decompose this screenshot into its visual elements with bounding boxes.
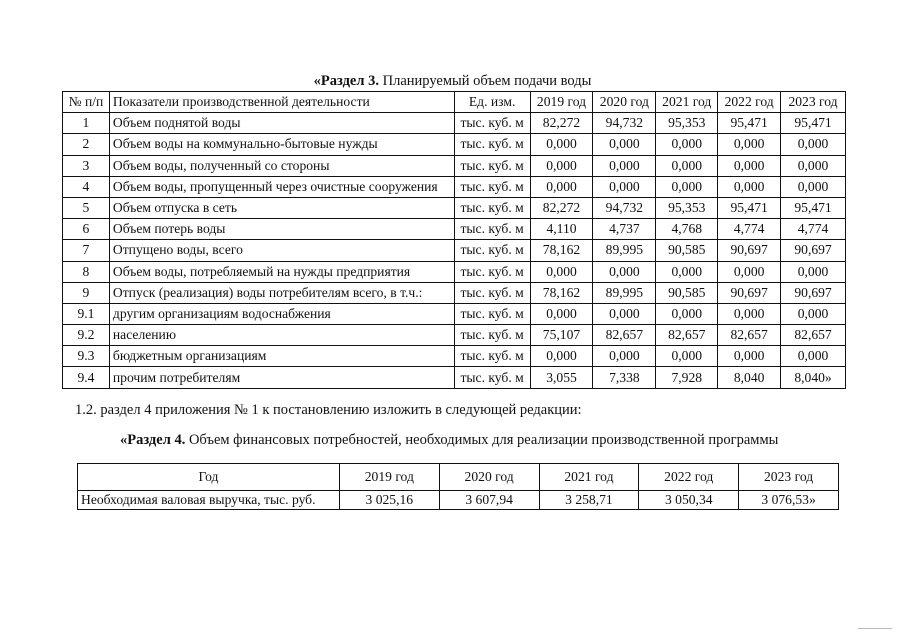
- table-row: [63, 134, 846, 155]
- value-cell: 82,657: [781, 325, 846, 346]
- value-cell: 95,353: [656, 197, 718, 218]
- unit-cell: тыс. куб. м: [454, 346, 530, 367]
- table-row: [63, 219, 846, 240]
- row-number-cell: 4: [63, 176, 110, 197]
- table-row: [63, 282, 846, 303]
- value-cell: 82,657: [718, 325, 781, 346]
- scan-artifact: [858, 628, 892, 629]
- value-cell: 0,000: [530, 134, 593, 155]
- value-cell: 75,107: [530, 325, 593, 346]
- unit-cell: тыс. куб. м: [454, 134, 530, 155]
- financial-needs-table: [77, 463, 839, 510]
- value-cell: 0,000: [781, 303, 846, 324]
- row-number-cell: 6: [63, 219, 110, 240]
- indicator-name-cell: прочим потребителям: [109, 367, 454, 388]
- unit-cell: тыс. куб. м: [454, 303, 530, 324]
- value-cell: 7,928: [656, 367, 718, 388]
- value-cell: 0,000: [656, 155, 718, 176]
- value-cell: 90,585: [656, 282, 718, 303]
- value-cell: 0,000: [530, 176, 593, 197]
- indicator-name-cell: Объем воды, потребляемый на нужды предприятия: [109, 261, 454, 282]
- unit-cell: тыс. куб. м: [454, 113, 530, 134]
- value-cell: 0,000: [781, 134, 846, 155]
- table-row: [63, 261, 846, 282]
- value-cell: 0,000: [718, 176, 781, 197]
- table-body: [63, 113, 846, 388]
- value-cell: 0,000: [656, 346, 718, 367]
- row-number-cell: 9.2: [63, 325, 110, 346]
- indicator-name-cell: Объем воды, пропущенный через очистные сооружения: [109, 176, 454, 197]
- row-number-cell: 3: [63, 155, 110, 176]
- value-cell: 82,657: [656, 325, 718, 346]
- header-cell: 2021 год: [656, 92, 718, 113]
- header-cell: Ед. изм.: [454, 92, 530, 113]
- header-cell: Год: [78, 464, 340, 491]
- value-cell: 78,162: [530, 240, 593, 261]
- value-cell: 95,471: [718, 113, 781, 134]
- table-row: [63, 197, 846, 218]
- paragraph-1-2: 1.2. раздел 4 приложения № 1 к постановлению изложить в следующей редакции:: [75, 402, 582, 418]
- value-cell: 82,657: [593, 325, 656, 346]
- header-cell: 2022 год: [639, 464, 739, 491]
- value-cell: 4,737: [593, 219, 656, 240]
- table-row: [63, 240, 846, 261]
- value-cell: 0,000: [718, 134, 781, 155]
- unit-cell: тыс. куб. м: [454, 282, 530, 303]
- section-4-title-text: Объем финансовых потребностей, необходимых для реализации производственной программы: [185, 432, 779, 448]
- row-number-cell: 9.1: [63, 303, 110, 324]
- water-supply-volume-table: [62, 91, 846, 389]
- row-number-cell: 9.3: [63, 346, 110, 367]
- row-number-cell: 8: [63, 261, 110, 282]
- value-cell: 90,585: [656, 240, 718, 261]
- header-cell: 2019 год: [339, 464, 439, 491]
- value-cell: 78,162: [530, 282, 593, 303]
- value-cell: 0,000: [656, 176, 718, 197]
- row-number-cell: 7: [63, 240, 110, 261]
- value-cell: 8,040: [718, 367, 781, 388]
- row-number-cell: 9.4: [63, 367, 110, 388]
- indicator-name-cell: Объем отпуска в сеть: [109, 197, 454, 218]
- value-cell: 0,000: [593, 134, 656, 155]
- value-cell: 0,000: [656, 303, 718, 324]
- value-cell: 95,353: [656, 113, 718, 134]
- table-cell: 3 258,71: [539, 491, 639, 510]
- table-cell: 3 607,94: [439, 491, 539, 510]
- value-cell: 0,000: [781, 261, 846, 282]
- value-cell: 0,000: [530, 155, 593, 176]
- unit-cell: тыс. куб. м: [454, 240, 530, 261]
- value-cell: 90,697: [718, 282, 781, 303]
- value-cell: 94,732: [593, 197, 656, 218]
- value-cell: 0,000: [718, 155, 781, 176]
- value-cell: 82,272: [530, 113, 593, 134]
- value-cell: 0,000: [530, 346, 593, 367]
- value-cell: 0,000: [530, 303, 593, 324]
- table-row: [63, 176, 846, 197]
- table-cell: 3 050,34: [639, 491, 739, 510]
- table-header-row: [78, 464, 839, 491]
- unit-cell: тыс. куб. м: [454, 325, 530, 346]
- value-cell: 89,995: [593, 240, 656, 261]
- value-cell: 7,338: [593, 367, 656, 388]
- table-cell: Необходимая валовая выручка, тыс. руб.: [78, 491, 340, 510]
- header-cell: № п/п: [63, 92, 110, 113]
- section-3-title: [0, 73, 905, 90]
- table-row: [63, 346, 846, 367]
- row-number-cell: 9: [63, 282, 110, 303]
- indicator-name-cell: населению: [109, 325, 454, 346]
- table-row: [63, 367, 846, 388]
- unit-cell: тыс. куб. м: [454, 367, 530, 388]
- value-cell: 90,697: [781, 282, 846, 303]
- header-cell: 2022 год: [718, 92, 781, 113]
- section-4-title: [120, 432, 778, 449]
- value-cell: 3,055: [530, 367, 593, 388]
- value-cell: 0,000: [718, 303, 781, 324]
- value-cell: 0,000: [593, 303, 656, 324]
- value-cell: 90,697: [781, 240, 846, 261]
- value-cell: 95,471: [781, 113, 846, 134]
- table-row: [78, 491, 839, 510]
- header-cell: 2021 год: [539, 464, 639, 491]
- indicator-name-cell: Объем потерь воды: [109, 219, 454, 240]
- value-cell: 0,000: [593, 176, 656, 197]
- section-3-title-bold: «Раздел 3.: [313, 73, 379, 89]
- value-cell: 89,995: [593, 282, 656, 303]
- unit-cell: тыс. куб. м: [454, 155, 530, 176]
- unit-cell: тыс. куб. м: [454, 197, 530, 218]
- value-cell: 0,000: [781, 176, 846, 197]
- unit-cell: тыс. куб. м: [454, 176, 530, 197]
- value-cell: 0,000: [656, 261, 718, 282]
- indicator-name-cell: бюджетным организациям: [109, 346, 454, 367]
- value-cell: 90,697: [718, 240, 781, 261]
- header-cell: 2023 год: [781, 92, 846, 113]
- header-cell: Показатели производственной деятельности: [109, 92, 454, 113]
- value-cell: 0,000: [593, 261, 656, 282]
- section-3-title-text: Планируемый объем подачи воды: [378, 73, 592, 89]
- value-cell: 4,774: [781, 219, 846, 240]
- section-4-title-bold: «Раздел 4.: [120, 432, 186, 448]
- value-cell: 0,000: [593, 155, 656, 176]
- value-cell: 95,471: [718, 197, 781, 218]
- value-cell: 0,000: [593, 346, 656, 367]
- value-cell: 0,000: [656, 134, 718, 155]
- value-cell: 4,768: [656, 219, 718, 240]
- value-cell: 0,000: [718, 346, 781, 367]
- indicator-name-cell: Объем поднятой воды: [109, 113, 454, 134]
- value-cell: 0,000: [781, 155, 846, 176]
- header-cell: 2020 год: [439, 464, 539, 491]
- value-cell: 82,272: [530, 197, 593, 218]
- indicator-name-cell: Отпуск (реализация) воды потребителям всего, в т.ч.:: [109, 282, 454, 303]
- value-cell: 4,110: [530, 219, 593, 240]
- indicator-name-cell: другим организациям водоснабжения: [109, 303, 454, 324]
- row-number-cell: 2: [63, 134, 110, 155]
- table-header-row: [63, 92, 846, 113]
- table-cell: 3 076,53»: [739, 491, 839, 510]
- value-cell: 0,000: [530, 261, 593, 282]
- indicator-name-cell: Отпущено воды, всего: [109, 240, 454, 261]
- table-cell: 3 025,16: [339, 491, 439, 510]
- table-row: [63, 113, 846, 134]
- value-cell: 4,774: [718, 219, 781, 240]
- table-row: [63, 155, 846, 176]
- row-number-cell: 1: [63, 113, 110, 134]
- header-cell: 2019 год: [530, 92, 593, 113]
- table-row: [63, 325, 846, 346]
- header-cell: 2023 год: [739, 464, 839, 491]
- value-cell: 95,471: [781, 197, 846, 218]
- indicator-name-cell: Объем воды, полученный со стороны: [109, 155, 454, 176]
- value-cell: 8,040»: [781, 367, 846, 388]
- unit-cell: тыс. куб. м: [454, 261, 530, 282]
- value-cell: 94,732: [593, 113, 656, 134]
- unit-cell: тыс. куб. м: [454, 219, 530, 240]
- value-cell: 0,000: [718, 261, 781, 282]
- indicator-name-cell: Объем воды на коммунально-бытовые нужды: [109, 134, 454, 155]
- header-cell: 2020 год: [593, 92, 656, 113]
- value-cell: 0,000: [781, 346, 846, 367]
- table-row: [63, 303, 846, 324]
- row-number-cell: 5: [63, 197, 110, 218]
